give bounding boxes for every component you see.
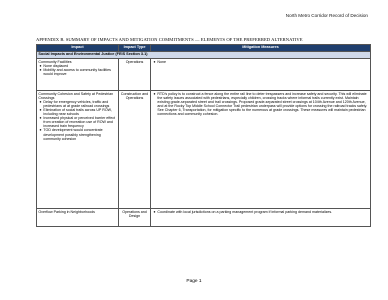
section-row <box>37 51 371 58</box>
bullet-icon: ● <box>153 209 156 214</box>
list-item: ● Mobility and access to community facilities would improve <box>39 67 111 76</box>
mitigation-cell <box>151 90 371 208</box>
list-item: ● None <box>153 59 166 64</box>
impact-bullet-list <box>38 100 116 141</box>
table-row <box>37 58 371 90</box>
bullet-icon: ● <box>153 91 156 96</box>
table-row <box>37 90 371 208</box>
page-number: Page 1 <box>186 279 202 284</box>
table-row <box>37 208 371 226</box>
impacts-table <box>36 44 371 227</box>
mitigation-bullet-list <box>152 60 368 64</box>
bullet-icon: ● <box>39 67 42 72</box>
list-item: ● Increased physical or perceived barrier effect from creation of recreation use of ROW and increased train frequency <box>39 116 116 129</box>
bullet-icon: ● <box>153 59 156 64</box>
bullet-icon: ● <box>39 116 42 121</box>
impact-cell <box>37 208 119 226</box>
bullet-icon: ● <box>39 107 42 112</box>
impact-heading: Community Facilities <box>38 59 72 64</box>
impact-type-cell: Construction and Operations <box>119 90 151 208</box>
list-item: ● TOD development would concentrate development possibly strengthening community cohesion <box>39 128 103 141</box>
table-header-row <box>37 45 371 52</box>
section-label: Social Impacts and Environmental Justice (FEIS Section 3.1) <box>37 51 371 58</box>
running-header: North Metro Corridor Record of Decision <box>285 13 368 18</box>
bullet-icon: ● <box>39 99 42 104</box>
list-item: ● Delay for emergency vehicles, traffic and pedestrians at at grade railroad crossings <box>39 99 110 108</box>
appendix-title: APPENDIX B. SUMMARY OF IMPACTS AND MITIGATION COMMITMENTS — ELEMENTS OF THE PREFERRED ALTERNATIVE <box>36 37 303 42</box>
mitigation-bullet-list <box>152 92 368 117</box>
list-item: ● Coordinate with local jurisdictions on a parking management program if informal parking demand materializes. <box>153 209 333 214</box>
bullet-icon: ● <box>39 128 42 133</box>
impact-heading: Community Cohesion and Safety at Pedestrian Crossings <box>38 91 114 100</box>
impact-type-cell: Operations and Design <box>119 208 151 226</box>
impact-type-cell: Operations <box>119 58 151 90</box>
list-item: ● Elimination of social trails across UP ROW, including near schools <box>39 107 112 117</box>
column-header-impact: Impact <box>37 45 119 52</box>
impact-cell <box>37 90 119 208</box>
list-item: ● None displaced <box>39 63 69 68</box>
mitigation-cell <box>151 208 371 226</box>
impact-cell <box>37 58 119 90</box>
impact-heading: Overflow Parking in Neighborhoods <box>38 209 95 214</box>
mitigation-bullet-list <box>152 210 368 214</box>
column-header-impact-type: Impact Type <box>119 45 151 52</box>
impact-bullet-list <box>38 64 116 76</box>
mitigation-cell <box>151 58 371 90</box>
bullet-icon: ● <box>39 63 42 68</box>
column-header-mitigation: Mitigation Measures <box>151 45 371 52</box>
list-item: ● RTD's policy is to construct a fence along the entire rail line to deter trespassers and increase safety and security. This will eliminate the safety issues associated with pedestrians, especially children, crossing tracks where informal trails currently exist. Maintain existing grade-separated street and trail crossings. Proposed grade-separated street crossings at 104th Avenue and 120th Avenue, and at the Rocky Top Middle School Connector Trail pedestrian underpass will provide options for crossing the railroad tracks safely. See Chapter 6, Transportation, for mitigation specific to the numerous at grade crossings. These measures will maintain pedestrian connections and community cohesion. <box>153 91 368 117</box>
